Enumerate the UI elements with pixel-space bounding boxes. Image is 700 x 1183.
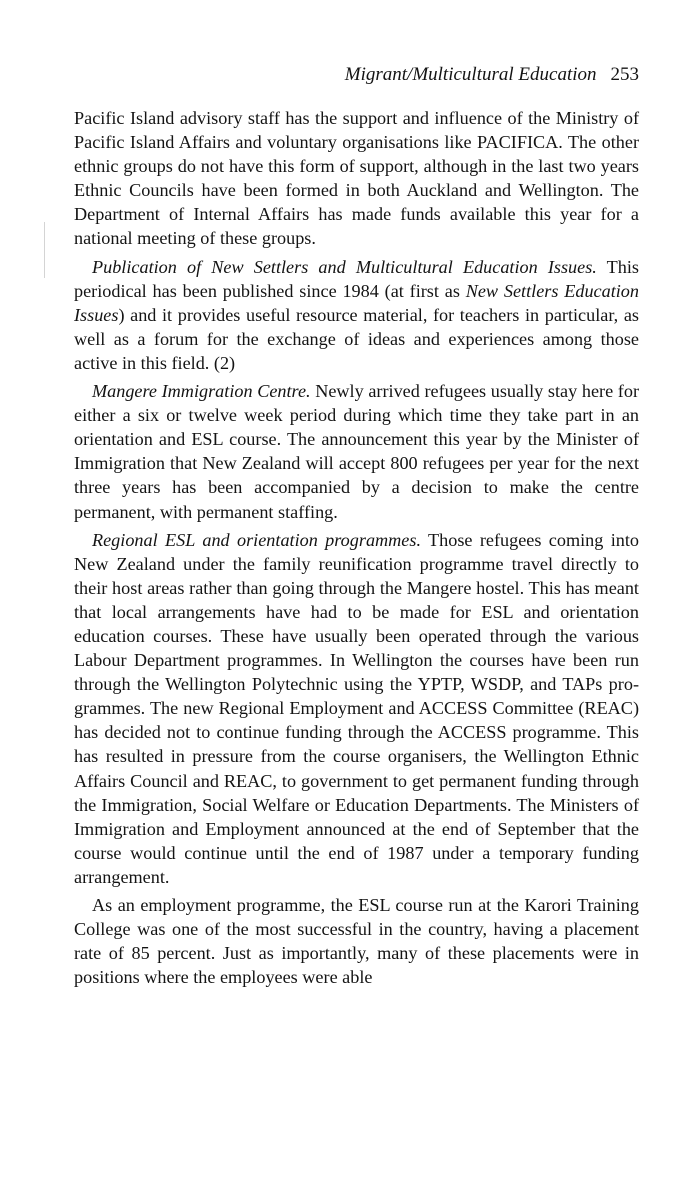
paragraph-publication — [74, 255, 639, 375]
section-run-in-heading: Regional ESL and orientation programmes. — [92, 529, 422, 550]
section-run-in-heading: Publication of New Settlers and Multicultural Education Issues. — [92, 256, 597, 277]
section-run-in-heading: Mangere Immigration Centre. — [92, 381, 311, 402]
margin-rule — [44, 222, 45, 278]
paragraph-text: This periodical has been published since 1984 (at first as — [74, 256, 639, 301]
paragraph-text: Those refugees coming into New Zealand under the family reunification programme travel directly to their host areas rather than going through the Mangere hostel. This has meant that local arrangements have had to be made for ESL and orientation education courses. These have usually been operated through the various Labour Department programmes. In Wellington the courses have been run through the Wellington Polytechnic using the YPTP, WSDP, and TAPs programmes. The new Regional Employment and ACCESS Committee (REAC) has decided not to continue funding through the ACCESS programme. This has resulted in pressure from the course organisers, the Wellington Ethnic Affairs Council and REAC, to government to get permanent funding through the Immigration, Social Welfare or Education Departments. The Ministers of Immigration and Employment announced at the end of September that the course would continue until the end of 1987 under a temporary funding arrangement. — [74, 529, 639, 887]
paragraph-pacific-island-advisory — [74, 106, 639, 251]
running-head — [74, 60, 639, 90]
paragraph-text: Newly arrived refugees usually stay here for either a six or twelve week period during which time they take part in an orientation and ESL course. The announcement this year by the Minister of Immigration that New Zealand will accept 800 refugees per year for the next three years has been accompanied by a decision to make the centre permanent, with permanent staffing. — [74, 381, 639, 522]
paragraph-text: As an employment programme, the ESL course run at the Karori Training College was one of the most successful in the country, having a placement rate of 85 percent. Just as importantly, many of these placements were in positions where the employees were able — [74, 895, 639, 988]
book-page — [74, 60, 639, 993]
periodical-title: New Settlers Education Issues — [74, 280, 639, 325]
page-number: 253 — [610, 64, 639, 85]
paragraph-mangere-centre — [74, 379, 639, 524]
running-head-title: Migrant/Multicultural Education — [344, 64, 597, 85]
body-text — [74, 106, 639, 989]
paragraph-text: Pacific Island advisory staff has the support and influence of the Ministry of Pacific Island Affairs and voluntary organisations like PACIFICA. The other ethnic groups do not have this form of support, although in the last two years Ethnic Councils have been formed in both Auckland and Wellington. The Department of Internal Affairs has made funds available this year for a national meeting of these groups. — [74, 108, 639, 249]
paragraph-text: ) and it provides useful resource material, for teachers in particular, as well as a forum for the exchange of ideas and experiences among those active in this field. (2) — [74, 304, 639, 373]
paragraph-regional-esl — [74, 528, 639, 889]
paragraph-employment-programme — [74, 893, 639, 989]
